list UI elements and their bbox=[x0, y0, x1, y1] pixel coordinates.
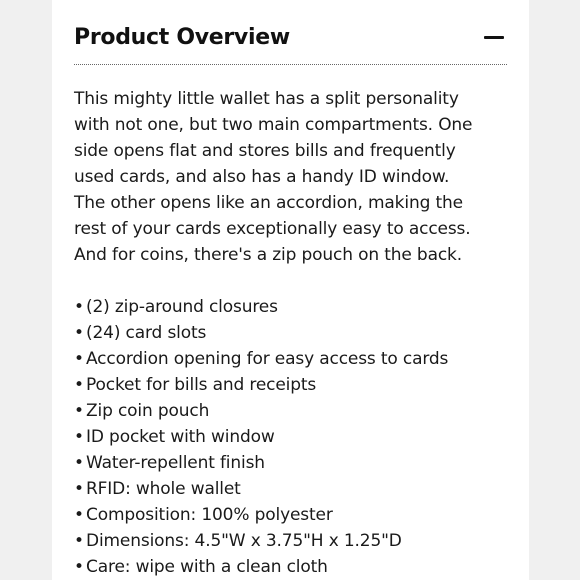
feature-item bbox=[74, 554, 507, 580]
feature-text: RFID: whole wallet bbox=[86, 479, 241, 499]
feature-item bbox=[74, 528, 507, 554]
bullet: • bbox=[74, 349, 84, 369]
feature-item bbox=[74, 424, 507, 450]
bullet: • bbox=[74, 479, 84, 499]
feature-item bbox=[74, 294, 507, 320]
feature-item bbox=[74, 450, 507, 476]
bullet: • bbox=[74, 453, 84, 473]
feature-item bbox=[74, 372, 507, 398]
product-overview-panel bbox=[52, 0, 529, 580]
minus-icon-bar bbox=[484, 36, 504, 39]
bullet: • bbox=[74, 427, 84, 447]
feature-text: Dimensions: 4.5"W x 3.75"H x 1.25"D bbox=[86, 531, 402, 551]
bullet: • bbox=[74, 375, 84, 395]
feature-text: Zip coin pouch bbox=[86, 401, 210, 421]
feature-text: Water-repellent finish bbox=[86, 453, 265, 473]
minus-icon[interactable] bbox=[484, 27, 504, 47]
feature-item bbox=[74, 346, 507, 372]
feature-item bbox=[74, 476, 507, 502]
feature-item bbox=[74, 398, 507, 424]
feature-item bbox=[74, 502, 507, 528]
feature-text: (24) card slots bbox=[86, 323, 207, 343]
feature-text: Accordion opening for easy access to cards bbox=[86, 349, 449, 369]
section-header[interactable] bbox=[74, 0, 507, 65]
feature-text: ID pocket with window bbox=[86, 427, 275, 447]
section-title: Product Overview bbox=[74, 24, 290, 50]
bullet: • bbox=[74, 323, 84, 343]
bullet: • bbox=[74, 401, 84, 421]
bullet: • bbox=[74, 531, 84, 551]
bullet: • bbox=[74, 505, 84, 525]
product-description: This mighty little wallet has a split personality with not one, but two main compartments. One side opens flat and stores bills and frequently used cards, and also has a handy ID window. The other opens like an accordion, making the rest of your cards exceptionally easy to access. And for coins, there's a zip pouch on the back. bbox=[74, 89, 473, 265]
feature-text: Pocket for bills and receipts bbox=[86, 375, 317, 395]
bullet: • bbox=[74, 297, 84, 317]
feature-text: Composition: 100% polyester bbox=[86, 505, 333, 525]
feature-text: Care: wipe with a clean cloth bbox=[86, 557, 328, 577]
feature-item bbox=[74, 320, 507, 346]
bullet: • bbox=[74, 557, 84, 577]
feature-list bbox=[74, 294, 507, 580]
feature-text: (2) zip-around closures bbox=[86, 297, 278, 317]
